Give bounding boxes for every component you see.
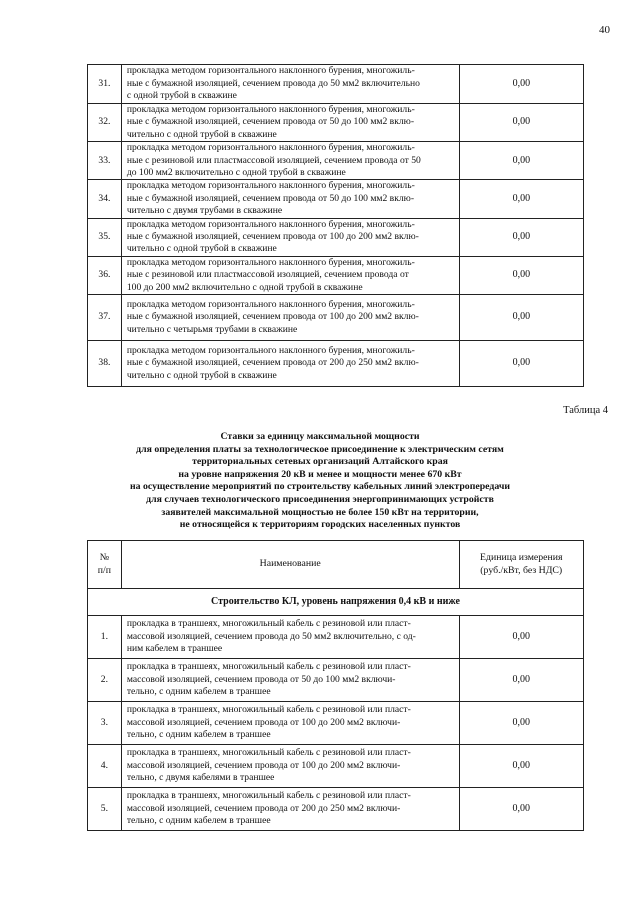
row-number: 4.: [88, 745, 122, 788]
section-title: Строительство КЛ, уровень напряжения 0,4 кВ и ниже: [88, 589, 584, 616]
description-line: ные с бумажной изоляцией, сечением провода от 100 до 200 мм2 вклю-: [126, 231, 419, 243]
table-4-title: [60, 431, 580, 532]
table-row: [88, 65, 584, 104]
description-line: ним кабелем в траншее: [126, 643, 223, 655]
row-value: 0,00: [459, 616, 583, 659]
description-line: прокладка в траншеях, многожильный кабель с резиновой или пласт-: [126, 618, 411, 630]
description-line: прокладка в траншеях, многожильный кабель с резиновой или пласт-: [126, 661, 411, 673]
title-line: заявителей максимальной мощностью не более 150 кВт на территории,: [161, 506, 479, 518]
row-value: 0,00: [459, 65, 583, 104]
header-unit-line: (руб./кВт, без НДС): [480, 564, 563, 576]
row-number: 36.: [88, 256, 122, 294]
table-row: [88, 788, 584, 831]
row-number: 37.: [88, 295, 122, 341]
header-num-line: п/п: [97, 564, 112, 576]
row-description: [121, 616, 459, 659]
description-line: прокладка методом горизонтального наклонного бурения, многожиль-: [126, 256, 415, 268]
row-number: 2.: [88, 659, 122, 702]
description-line: массовой изоляцией, сечением провода от 100 до 200 мм2 включи-: [126, 716, 401, 728]
header-num: [88, 541, 122, 589]
description-line: до 100 мм2 включительно с одной трубой в скважине: [126, 167, 346, 179]
row-value: 0,00: [459, 659, 583, 702]
header-unit-line: Единица измерения: [480, 552, 563, 564]
row-description: [121, 256, 459, 294]
description-line: ные с бумажной изоляцией, сечением провода до 50 мм2 включительно: [126, 77, 420, 89]
row-number: 32.: [88, 104, 122, 142]
row-value: 0,00: [459, 341, 583, 387]
title-line: Ставки за единицу максимальной мощности: [220, 431, 420, 442]
table-row: [88, 745, 584, 788]
description-line: ные с бумажной изоляцией, сечением провода от 50 до 100 мм2 вклю-: [126, 192, 415, 204]
description-line: прокладка методом горизонтального наклонного бурения, многожиль-: [126, 142, 415, 154]
description-line: чительно с одной трубой в скважине: [126, 243, 277, 255]
description-line: прокладка в траншеях, многожильный кабель с резиновой или пласт-: [126, 704, 411, 716]
row-description: [121, 341, 459, 387]
row-description: [121, 702, 459, 745]
row-number: 33.: [88, 142, 122, 180]
description-line: тельно, с одним кабелем в траншее: [126, 729, 271, 741]
description-line: прокладка методом горизонтального наклонного бурения, многожиль-: [126, 65, 415, 77]
row-description: [121, 218, 459, 256]
table-row: [88, 295, 584, 341]
header-name: Наименование: [121, 541, 459, 589]
header-num-line: №: [99, 552, 110, 564]
title-line: не относящейся к территориям городских населенных пунктов: [179, 519, 461, 531]
row-value: 0,00: [459, 218, 583, 256]
row-value: 0,00: [459, 256, 583, 294]
description-line: чительно с одной трубой в скважине: [126, 369, 277, 381]
row-value: 0,00: [459, 702, 583, 745]
description-line: тельно, с двумя кабелями в траншее: [126, 772, 275, 784]
table-row: [88, 104, 584, 142]
row-value: 0,00: [459, 745, 583, 788]
table-4-label: Таблица 4: [563, 405, 608, 416]
description-line: чительно с двумя трубами в скважине: [126, 205, 283, 217]
title-line: территориальных сетевых организаций Алтайского края: [192, 456, 448, 468]
row-value: 0,00: [459, 104, 583, 142]
table-row: [88, 616, 584, 659]
section-row: [88, 589, 584, 616]
table-header-row: [88, 541, 584, 589]
table-row: [88, 218, 584, 256]
title-line: на уровне напряжения 20 кВ и менее и мощности менее 670 кВт: [178, 468, 462, 480]
description-line: прокладка методом горизонтального наклонного бурения, многожиль-: [126, 218, 415, 230]
description-line: ные с бумажной изоляцией, сечением провода от 50 до 100 мм2 вклю-: [126, 116, 415, 128]
row-value: 0,00: [459, 295, 583, 341]
row-number: 38.: [88, 341, 122, 387]
description-line: с одной трубой в скважине: [126, 90, 237, 102]
description-line: ные с резиновой или пластмассовой изоляцией, сечением провода от: [126, 269, 409, 281]
description-line: 100 до 200 мм2 включительно с одной трубой в скважине: [126, 281, 363, 293]
row-number: 31.: [88, 65, 122, 104]
description-line: ные с резиновой или пластмассовой изоляцией, сечением провода от 50: [126, 154, 421, 166]
row-number: 35.: [88, 218, 122, 256]
description-line: массовой изоляцией, сечением провода от 50 до 100 мм2 включи-: [126, 673, 396, 685]
description-line: прокладка методом горизонтального наклонного бурения, многожиль-: [126, 298, 415, 310]
description-line: ные с бумажной изоляцией, сечением провода от 100 до 200 мм2 вклю-: [126, 311, 419, 323]
table-row: [88, 341, 584, 387]
description-line: ные с бумажной изоляцией, сечением провода от 200 до 250 мм2 вклю-: [126, 357, 419, 369]
description-line: прокладка в траншеях, многожильный кабель с резиновой или пласт-: [126, 747, 411, 759]
row-number: 3.: [88, 702, 122, 745]
row-description: [121, 142, 459, 180]
description-line: массовой изоляцией, сечением провода от 200 до 250 мм2 включи-: [126, 802, 401, 814]
description-line: прокладка методом горизонтального наклонного бурения, многожиль-: [126, 104, 415, 115]
row-description: [121, 788, 459, 831]
page-number: 40: [599, 24, 610, 36]
row-description: [121, 180, 459, 218]
table-row: [88, 702, 584, 745]
description-line: чительно с четырьмя трубами в скважине: [126, 323, 298, 335]
row-description: [121, 65, 459, 104]
description-line: прокладка методом горизонтального наклонного бурения, многожиль-: [126, 344, 415, 356]
description-line: прокладка методом горизонтального наклонного бурения, многожиль-: [126, 180, 415, 192]
row-description: [121, 104, 459, 142]
title-line: для случаев технологического присоединения энергопринимающих устройств: [146, 493, 494, 505]
row-number: 5.: [88, 788, 122, 831]
description-line: тельно, с одним кабелем в траншее: [126, 815, 271, 827]
row-value: 0,00: [459, 788, 583, 831]
description-line: чительно с одной трубой в скважине: [126, 128, 277, 140]
table-row: [88, 142, 584, 180]
title-line: на осуществление мероприятий по строительству кабельных линий электропередачи: [130, 481, 510, 493]
row-description: [121, 745, 459, 788]
tariff-table-4: [87, 540, 584, 831]
table-row: [88, 180, 584, 218]
row-description: [121, 659, 459, 702]
row-number: 34.: [88, 180, 122, 218]
row-value: 0,00: [459, 180, 583, 218]
description-line: тельно, с одним кабелем в траншее: [126, 686, 271, 698]
description-line: массовой изоляцией, сечением провода от 100 до 200 мм2 включи-: [126, 759, 401, 771]
row-description: [121, 295, 459, 341]
table-row: [88, 256, 584, 294]
table-row: [88, 659, 584, 702]
row-value: 0,00: [459, 142, 583, 180]
description-line: прокладка в траншеях, многожильный кабель с резиновой или пласт-: [126, 790, 411, 802]
title-line: для определения платы за технологическое присоединение к электрическим сетям: [136, 443, 504, 455]
header-unit: [459, 541, 583, 589]
row-number: 1.: [88, 616, 122, 659]
tariff-table-continued: [87, 64, 584, 387]
description-line: массовой изоляцией, сечением провода до 50 мм2 включительно, с од-: [126, 630, 416, 642]
